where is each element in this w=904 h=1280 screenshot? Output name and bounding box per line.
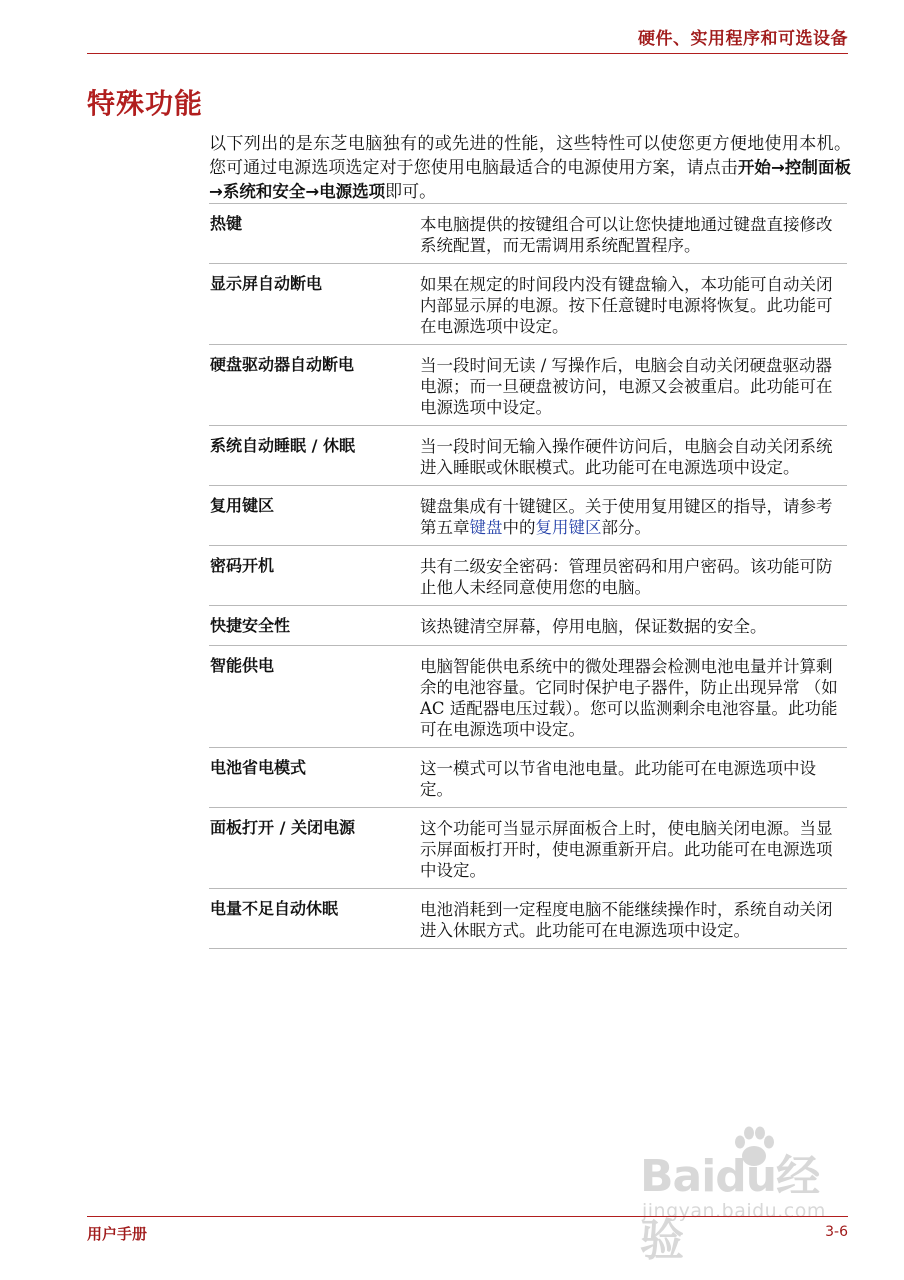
feature-name: 系统自动睡眠 / 休眠 [210, 436, 355, 455]
feature-desc: 该热键清空屏幕，停用电脑，保证数据的安全。 [420, 617, 767, 636]
table-row [209, 808, 847, 889]
section-title: 特殊功能 [87, 87, 204, 120]
watermark-logo: Baidu经验 [640, 1151, 820, 1266]
watermark-url: jingyan.baidu.com [642, 1200, 826, 1222]
footer-divider [87, 1216, 848, 1217]
keypad-overlay-link[interactable]: 复用键区 [535, 518, 602, 537]
feature-name: 密码开机 [210, 556, 275, 575]
header-divider [87, 53, 848, 54]
feature-name: 快捷安全性 [210, 616, 291, 635]
table-row [209, 646, 847, 748]
table-row [209, 426, 847, 486]
feature-name: 显示屏自动断电 [210, 274, 323, 293]
table-row [209, 889, 847, 949]
feature-desc: 这一模式可以节省电池电量。此功能可在电源选项中设定。 [420, 759, 816, 799]
path-power-options: 电源选项 [319, 182, 386, 201]
feature-desc: 共有二级安全密码：管理员密码和用户密码。该功能可防止他人未经同意使用您的电脑。 [420, 557, 833, 597]
feature-desc: 当一段时间无读 / 写操作后，电脑会自动关闭硬盘驱动器电源；而一旦硬盘被访问，电源又会被重启。此功能可在电源选项中设定。 [420, 356, 833, 417]
page-number: 3-6 [825, 1224, 848, 1240]
feature-desc: 如果在规定的时间段内没有键盘输入，本功能可自动关闭内部显示屏的电源。按下任意键时电源将恢复。此功能可在电源选项中设定。 [420, 275, 833, 336]
feature-name: 智能供电 [210, 656, 275, 675]
path-start: 开始 [737, 158, 771, 177]
feature-desc: 这个功能可当显示屏面板合上时，使电脑关闭电源。当显示屏面板打开时，使电源重新开启。此功能可在电源选项中设定。 [420, 819, 833, 880]
feature-name: 热键 [210, 214, 243, 233]
feature-desc [420, 494, 847, 538]
keyboard-link[interactable]: 键盘 [469, 518, 503, 537]
table-row [209, 264, 847, 345]
page-header-title: 硬件、实用程序和可选设备 [638, 29, 848, 49]
path-arrow: → [770, 158, 785, 177]
table-row [209, 345, 847, 426]
footer-manual-title: 用户手册 [87, 1225, 148, 1243]
feature-name: 电池省电模式 [210, 758, 307, 777]
table-row [209, 486, 847, 546]
table-row [209, 748, 847, 808]
feature-desc: 电池消耗到一定程度电脑不能继续操作时，系统自动关闭进入休眠方式。此功能可在电源选项中设定。 [420, 900, 833, 940]
feature-name: 电量不足自动休眠 [210, 899, 339, 918]
intro-text: 以下列出的是东芝电脑独有的或先进的性能，这些特性可以使您更方便地使用本机。您可通过电源选项选定对于您使用电脑最适合的电源使用方案，请点击 [209, 134, 851, 178]
feature-desc-text: 中的 [502, 518, 536, 537]
feature-desc: 电脑智能供电系统中的微处理器会检测电池电量并计算剩余的电池容量。它同时保护电子器件，防止出现异常 （如 AC 适配器电压过载）。您可以监测剩余电池容量。此功能可在电源选项中设定。 [420, 657, 838, 739]
feature-name: 复用键区 [210, 496, 275, 515]
path-arrow: → [209, 182, 223, 201]
feature-name: 硬盘驱动器自动断电 [210, 355, 355, 374]
feature-desc: 当一段时间无输入操作硬件访问后，电脑会自动关闭系统进入睡眠或休眠模式。此功能可在电源选项中设定。 [420, 437, 833, 477]
table-row [209, 203, 847, 264]
path-arrow: → [305, 182, 320, 201]
feature-desc-text: 键盘集成有十键键区。关于使用复用键区的指导，请参考第五章 [420, 497, 833, 537]
feature-table [209, 203, 847, 949]
path-system-security: 系统和安全 [222, 182, 306, 201]
intro-text-end: 即可。 [385, 182, 437, 202]
table-row [209, 606, 847, 646]
table-row [209, 546, 847, 606]
path-control-panel: 控制面板 [784, 158, 852, 177]
feature-desc-text: 部分。 [601, 518, 651, 537]
feature-name: 面板打开 / 关闭电源 [210, 818, 355, 837]
intro-paragraph [209, 132, 851, 204]
feature-desc: 本电脑提供的按键组合可以让您快捷地通过键盘直接修改系统配置，而无需调用系统配置程序。 [420, 215, 833, 255]
